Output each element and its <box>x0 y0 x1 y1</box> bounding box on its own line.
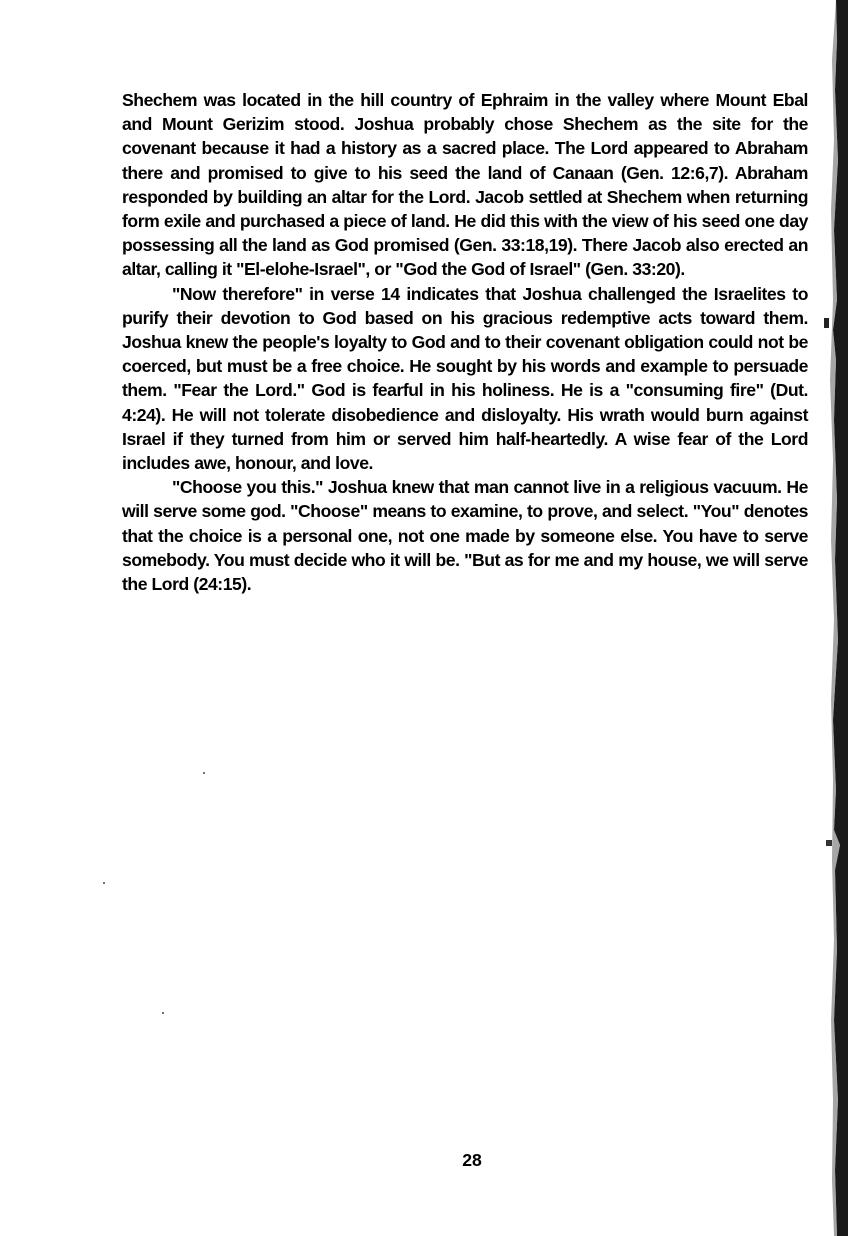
scan-speck <box>203 772 205 774</box>
scan-speck <box>103 882 105 884</box>
page-number: 28 <box>462 1150 482 1170</box>
paragraph-shechem: Shechem was located in the hill country of Ephraim in the valley where Mount Ebal and Mount Gerizim stood. Joshua probably chose Shechem as the site for the covenant because it had a history as a sacred place. The Lord appeared to Abraham there and promised to give to his seed the land of Canaan (Gen. 12:6,7). Abraham responded by building an altar for the Lord. Jacob settled at Shechem when returning form exile and purchased a piece of land. He did this with the view of his seed one day possessing all the land as God promised (Gen. 33:18,19). There Jacob also erected an altar, calling it "El-elohe-Israel", or "God the God of Israel" (Gen. 33:20). <box>122 90 808 280</box>
body-text <box>122 88 808 596</box>
scan-speck <box>162 1012 164 1014</box>
paragraph-now-therefore: "Now therefore" in verse 14 indicates that Joshua challenged the Israelites to purify their devotion to God based on his gracious redemptive acts toward them. Joshua knew the people's loyalty to God and to their covenant obligation could not be coerced, but must be a free choice. He sought by his words and example to persuade them. "Fear the Lord." God is fearful in his holiness. He is a "consuming fire" (Dut. 4:24). He will not tolerate disobedience and disloyalty. His wrath would burn against Israel if they turned from him or served him half-heartedly. A wise fear of the Lord includes awe, honour, and love. <box>122 283 808 474</box>
paragraph-choose-you-this: "Choose you this." Joshua knew that man cannot live in a religious vacuum. He will serve some god. "Choose" means to examine, to prove, and select. "You" denotes that the choice is a personal one, not one made by someone else. You have to serve somebody. You must decide who it will be. "But as for me and my house, we will serve the Lord (24:15). <box>122 477 808 595</box>
scan-edge-shadow <box>822 0 848 1236</box>
